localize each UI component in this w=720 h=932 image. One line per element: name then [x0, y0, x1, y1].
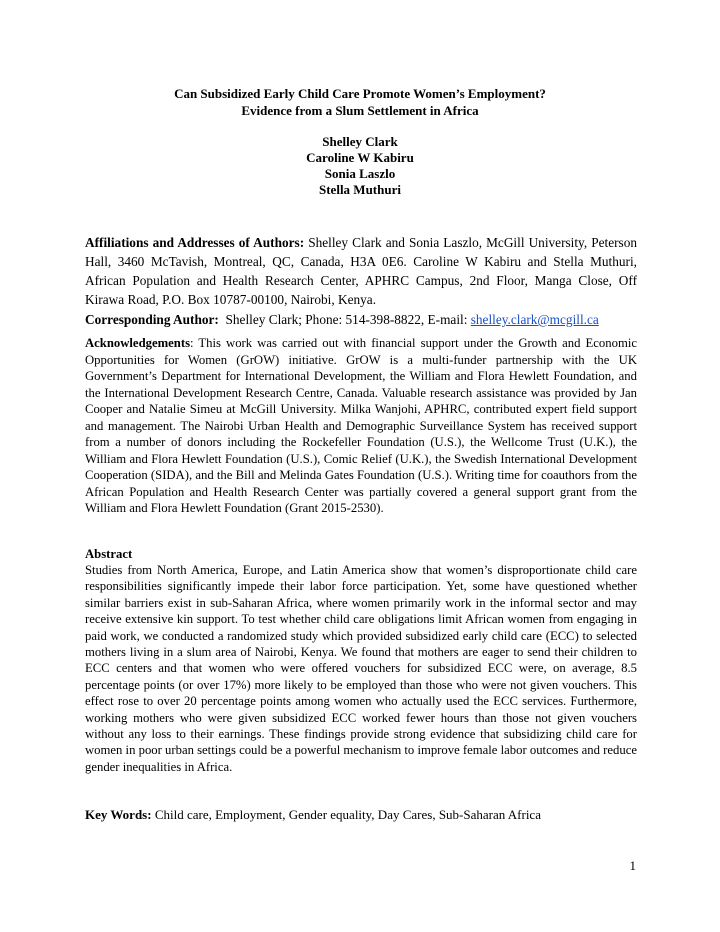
affiliations-text: Shelley Clark and Sonia Laszlo, McGill University, Peterson Hall, 3460 McTavish, Montreal, QC, Canada, H3A 0E6. Caroline W Kabiru and Stella Muthuri, African Population and Health Research Center, APHRC Campus, 2nd Floor, Manga Close, Off Kirawa Road, P.O. Box 10787-00100, Nairobi, Kenya. — [85, 235, 638, 307]
author-name: Caroline W Kabiru — [306, 150, 414, 165]
corresponding-author-label: Corresponding Author: — [85, 312, 219, 327]
title-line-2: Evidence from a Slum Settlement in Africa — [241, 103, 479, 118]
abstract-paragraph: Studies from North America, Europe, and Latin America show that women’s disproportionate child care responsibilities significantly impede their labor force participation. Yet, some have questioned whether similar barriers exist in sub-Saharan Africa, where women primarily work in the informal sector and may receive extensive kin support. To test whether child care obligations limit African women from engaging in paid work, we conducted a randomized study which provided subsidized early child care (ECC) to selected mothers living in a slum area of Nairobi, Kenya. We found that mothers are eager to send their children to ECC centers and that women who were offered vouchers for subsidized ECC were, on average, 8.5 percentage points (or over 17%) more likely to be employed than those who were not given vouchers. This effect rose to over 20 percentage points among women who actually used the ECC services. Furthermore, working mothers who were given subsidized ECC worked fewer hours than those not given vouchers without any loss to their earnings. These findings provide strong evidence that subsidizing child care for women in poor urban settings could be a powerful mechanism to improve female labor outcomes and reduce gender inequalities in Africa. — [85, 563, 637, 774]
page-number: 1 — [629, 858, 636, 873]
author-name: Shelley Clark — [322, 134, 398, 149]
affiliations-label: Affiliations and Addresses of Authors: — [85, 235, 305, 250]
title-line-1: Can Subsidized Early Child Care Promote Women’s Employment? — [174, 86, 546, 101]
keywords-paragraph — [85, 806, 637, 823]
abstract-heading: Abstract — [85, 547, 133, 561]
email-link[interactable]: shelley.clark@mcgill.ca — [470, 312, 599, 327]
paper-title — [0, 85, 720, 119]
author-name: Sonia Laszlo — [324, 166, 396, 181]
acknowledgements-paragraph — [85, 335, 637, 517]
author-list — [0, 134, 720, 198]
acknowledgements-label: Acknowledgements — [85, 336, 191, 350]
corresponding-author-text: Shelley Clark; Phone: 514-398-8822, E-mail: — [218, 312, 471, 327]
corresponding-author-paragraph — [85, 311, 637, 329]
keywords-text: Child care, Employment, Gender equality, Day Cares, Sub-Saharan Africa — [151, 807, 541, 822]
acknowledgements-text: : This work was carried out with financial support under the Growth and Economic Opportunities for Women (GrOW) initiative. GrOW is a multi-funder partnership with the UK Government’s Department for International Development, the William and Flora Hewlett Foundation, and the International Development Research Centre, Canada. Valuable research assistance was provided by Jan Cooper and Natalie Simeu at McGill University. Milka Wanjohi, APHRC, contributed expert field support and management. The Nairobi Urban Health and Demographic Surveillance System has received support from a number of donors including the Rockefeller Foundation (U.S.), the Wellcome Trust (U.K.), the William and Flora Hewlett Foundation (U.S.), Comic Relief (U.K.), the Swedish International Development Cooperation (SIDA), and the Bill and Melinda Gates Foundation (U.S.). Writing time for coauthors from the African Population and Health Research Center was partially covered a general support grant from the William and Flora Hewlett Foundation (Grant 2015-2530). — [85, 336, 637, 515]
keywords-label: Key Words: — [85, 807, 152, 822]
affiliations-paragraph — [85, 233, 637, 309]
author-name: Stella Muthuri — [319, 182, 401, 197]
